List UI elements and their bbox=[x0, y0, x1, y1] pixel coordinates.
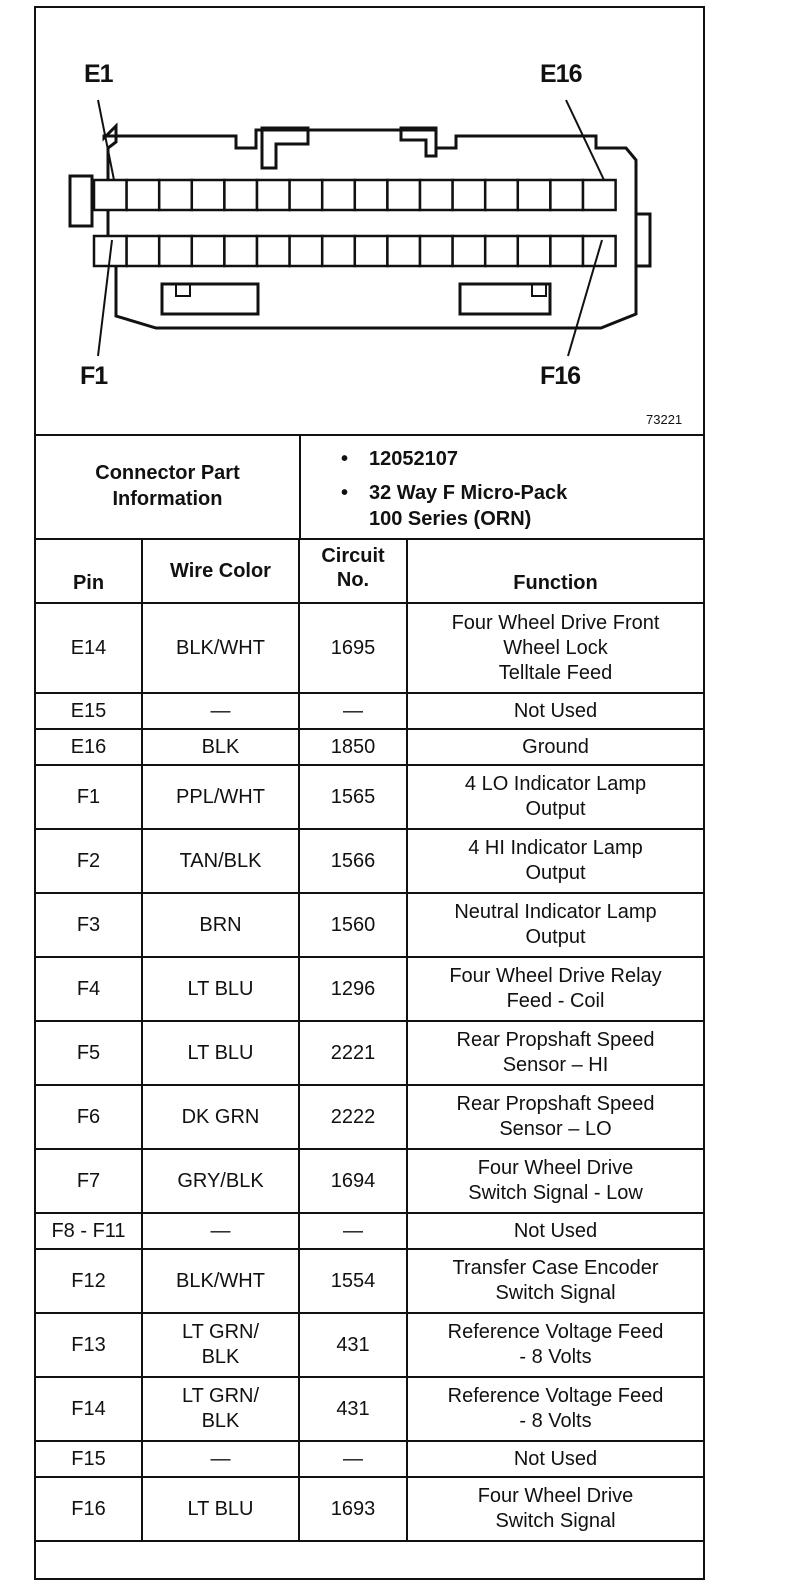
cell-pin: F8 - F11 bbox=[36, 1213, 142, 1249]
cavity-f15 bbox=[550, 236, 583, 266]
cell-pin: F12 bbox=[36, 1249, 142, 1313]
cell-wire-color: BLK bbox=[142, 729, 299, 765]
cavity-f14 bbox=[518, 236, 551, 266]
cell-function: Transfer Case Encoder Switch Signal bbox=[407, 1249, 703, 1313]
header-circuit-no: Circuit No. bbox=[299, 539, 407, 603]
cavity-f6 bbox=[257, 236, 290, 266]
cell-circuit-no: 2221 bbox=[299, 1021, 407, 1085]
table-row bbox=[36, 729, 703, 765]
cell-function: 4 HI Indicator Lamp Output bbox=[407, 829, 703, 893]
bullet-icon: • bbox=[341, 448, 349, 470]
cell-wire-color: PPL/WHT bbox=[142, 765, 299, 829]
label-f16: F16 bbox=[540, 362, 581, 390]
cell-function: Four Wheel Drive Relay Feed - Coil bbox=[407, 957, 703, 1021]
cell-circuit-no: 1693 bbox=[299, 1477, 407, 1541]
cell-wire-color: TAN/BLK bbox=[142, 829, 299, 893]
cavity-e4 bbox=[192, 180, 225, 210]
cell-function: Rear Propshaft Speed Sensor – HI bbox=[407, 1021, 703, 1085]
cell-function: Four Wheel Drive Switch Signal bbox=[407, 1477, 703, 1541]
cavity-f2 bbox=[127, 236, 160, 266]
cavity-e9 bbox=[355, 180, 388, 210]
connector-body-outline bbox=[104, 126, 636, 328]
table-row bbox=[36, 1249, 703, 1313]
cell-circuit-no: 431 bbox=[299, 1377, 407, 1441]
table-row bbox=[36, 1377, 703, 1441]
cell-pin: F7 bbox=[36, 1149, 142, 1213]
cell-circuit-no: — bbox=[299, 1441, 407, 1477]
cell-pin: F1 bbox=[36, 765, 142, 829]
cell-wire-color: BRN bbox=[142, 893, 299, 957]
cell-circuit-no: 431 bbox=[299, 1313, 407, 1377]
cell-pin: F15 bbox=[36, 1441, 142, 1477]
connector-part-info-label: Connector Part Information bbox=[36, 434, 301, 538]
cavity-e11 bbox=[420, 180, 453, 210]
cell-wire-color: — bbox=[142, 1441, 299, 1477]
header-wire-color: Wire Color bbox=[142, 539, 299, 603]
cell-pin: F14 bbox=[36, 1377, 142, 1441]
label-e1: E1 bbox=[84, 60, 113, 88]
cell-pin: F4 bbox=[36, 957, 142, 1021]
cell-wire-color: LT BLU bbox=[142, 957, 299, 1021]
top-key bbox=[262, 128, 308, 168]
connector-part-information bbox=[36, 434, 703, 540]
table-row bbox=[36, 1477, 703, 1541]
cell-wire-color: DK GRN bbox=[142, 1085, 299, 1149]
bottom-right-key-notch bbox=[532, 284, 546, 296]
cell-circuit-no: 2222 bbox=[299, 1085, 407, 1149]
cell-pin: E16 bbox=[36, 729, 142, 765]
table-header-row bbox=[36, 539, 703, 603]
header-pin: Pin bbox=[36, 539, 142, 603]
table-row bbox=[36, 829, 703, 893]
cavity-f13 bbox=[485, 236, 518, 266]
cell-function: Reference Voltage Feed - 8 Volts bbox=[407, 1313, 703, 1377]
left-latch-tab bbox=[70, 176, 92, 226]
cavity-f11 bbox=[420, 236, 453, 266]
cell-circuit-no: 1695 bbox=[299, 603, 407, 693]
connector-drawing bbox=[36, 8, 703, 434]
connector-description: 32 Way F Micro-Pack 100 Series (ORN) bbox=[369, 482, 568, 530]
cell-pin: E15 bbox=[36, 693, 142, 729]
cavity-f8 bbox=[322, 236, 355, 266]
cell-function: Ground bbox=[407, 729, 703, 765]
cavity-e1 bbox=[94, 180, 127, 210]
cell-function: Not Used bbox=[407, 693, 703, 729]
pin-rows bbox=[94, 180, 616, 266]
cavity-f10 bbox=[387, 236, 420, 266]
cell-function: Rear Propshaft Speed Sensor – LO bbox=[407, 1085, 703, 1149]
cavity-e5 bbox=[224, 180, 257, 210]
cavity-e15 bbox=[550, 180, 583, 210]
cell-function: Neutral Indicator Lamp Output bbox=[407, 893, 703, 957]
connector-diagram bbox=[36, 8, 703, 436]
table-row bbox=[36, 1441, 703, 1477]
cell-circuit-no: 1566 bbox=[299, 829, 407, 893]
cell-function: Four Wheel Drive Front Wheel Lock Telltale Feed bbox=[407, 603, 703, 693]
cell-circuit-no: — bbox=[299, 1213, 407, 1249]
table-row bbox=[36, 693, 703, 729]
cavity-f12 bbox=[453, 236, 486, 266]
part-number: 12052107 bbox=[369, 448, 458, 470]
cavity-e2 bbox=[127, 180, 160, 210]
cell-pin: F16 bbox=[36, 1477, 142, 1541]
cell-pin: F6 bbox=[36, 1085, 142, 1149]
cell-circuit-no: 1560 bbox=[299, 893, 407, 957]
cell-function: Not Used bbox=[407, 1441, 703, 1477]
cavity-e13 bbox=[485, 180, 518, 210]
cell-wire-color: BLK/WHT bbox=[142, 1249, 299, 1313]
cell-wire-color: — bbox=[142, 693, 299, 729]
cell-wire-color: LT GRN/ BLK bbox=[142, 1313, 299, 1377]
top-key-right bbox=[401, 128, 436, 156]
cell-wire-color: LT GRN/ BLK bbox=[142, 1377, 299, 1441]
cavity-f5 bbox=[224, 236, 257, 266]
leader-e16 bbox=[566, 100, 604, 180]
cavity-f7 bbox=[290, 236, 323, 266]
table-row bbox=[36, 603, 703, 693]
cell-circuit-no: 1296 bbox=[299, 957, 407, 1021]
table-row bbox=[36, 765, 703, 829]
table-row bbox=[36, 1213, 703, 1249]
cell-circuit-no: 1850 bbox=[299, 729, 407, 765]
cavity-e7 bbox=[290, 180, 323, 210]
cell-wire-color: LT BLU bbox=[142, 1021, 299, 1085]
cavity-e6 bbox=[257, 180, 290, 210]
bottom-right-key bbox=[460, 284, 550, 314]
cell-pin: F3 bbox=[36, 893, 142, 957]
right-latch-tab bbox=[636, 214, 650, 266]
cell-function: Not Used bbox=[407, 1213, 703, 1249]
cavity-e10 bbox=[387, 180, 420, 210]
cell-pin: F5 bbox=[36, 1021, 142, 1085]
cavity-f9 bbox=[355, 236, 388, 266]
cell-wire-color: — bbox=[142, 1213, 299, 1249]
cavity-e14 bbox=[518, 180, 551, 210]
table-row bbox=[36, 1149, 703, 1213]
cavity-f3 bbox=[159, 236, 192, 266]
cell-circuit-no: 1554 bbox=[299, 1249, 407, 1313]
figure-number: 73221 bbox=[646, 412, 683, 427]
pinout-table bbox=[36, 538, 703, 1542]
cell-function: 4 LO Indicator Lamp Output bbox=[407, 765, 703, 829]
table-row bbox=[36, 1085, 703, 1149]
cell-pin: E14 bbox=[36, 603, 142, 693]
cell-circuit-no: 1565 bbox=[299, 765, 407, 829]
cell-wire-color: BLK/WHT bbox=[142, 603, 299, 693]
cell-circuit-no: 1694 bbox=[299, 1149, 407, 1213]
leader-e1 bbox=[98, 100, 114, 180]
label-f1: F1 bbox=[80, 362, 108, 390]
connector-part-info-values bbox=[301, 434, 703, 538]
table-row bbox=[36, 893, 703, 957]
cavity-e12 bbox=[453, 180, 486, 210]
header-function: Function bbox=[407, 539, 703, 603]
cell-pin: F13 bbox=[36, 1313, 142, 1377]
cell-function: Reference Voltage Feed - 8 Volts bbox=[407, 1377, 703, 1441]
bullet-icon: • bbox=[341, 482, 349, 504]
connector-pinout-frame bbox=[34, 6, 705, 1580]
cell-wire-color: LT BLU bbox=[142, 1477, 299, 1541]
cavity-e8 bbox=[322, 180, 355, 210]
cell-circuit-no: — bbox=[299, 693, 407, 729]
cavity-f4 bbox=[192, 236, 225, 266]
cell-wire-color: GRY/BLK bbox=[142, 1149, 299, 1213]
cell-function: Four Wheel Drive Switch Signal - Low bbox=[407, 1149, 703, 1213]
bottom-left-key-notch bbox=[176, 284, 190, 296]
cell-pin: F2 bbox=[36, 829, 142, 893]
table-row bbox=[36, 957, 703, 1021]
cavity-e16 bbox=[583, 180, 616, 210]
table-row bbox=[36, 1021, 703, 1085]
table-row bbox=[36, 1313, 703, 1377]
label-e16: E16 bbox=[540, 60, 582, 88]
cavity-e3 bbox=[159, 180, 192, 210]
